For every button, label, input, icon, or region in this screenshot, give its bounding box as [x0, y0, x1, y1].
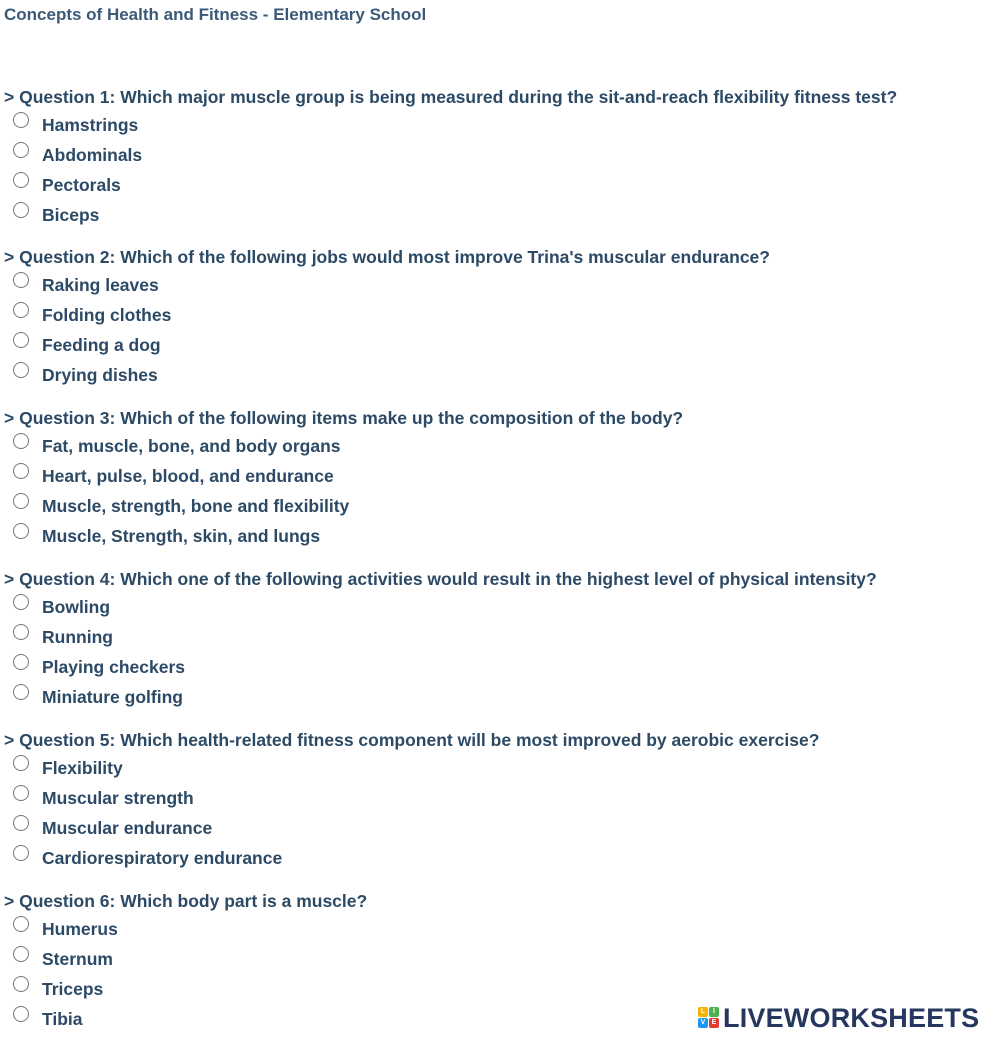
- option-drying-dishes[interactable]: [4, 359, 994, 389]
- question-text: > Question 5: Which health-related fitness component will be most improved by aerobic exercise?: [4, 730, 820, 750]
- option-running[interactable]: [4, 621, 994, 651]
- question-4: [4, 567, 994, 711]
- radio-button[interactable]: [13, 845, 29, 861]
- option-label: Abdominals: [42, 145, 143, 165]
- radio-button[interactable]: [13, 523, 29, 539]
- option-muscle-strength-bone-flexibility[interactable]: [4, 490, 994, 520]
- radio-button[interactable]: [13, 946, 29, 962]
- radio-button[interactable]: [13, 654, 29, 670]
- question-5: [4, 728, 994, 872]
- radio-button[interactable]: [13, 463, 29, 479]
- option-label: Bowling: [42, 597, 111, 617]
- question-2: [4, 245, 994, 389]
- option-muscular-endurance[interactable]: [4, 812, 994, 842]
- option-label: Heart, pulse, blood, and endurance: [42, 466, 334, 486]
- page-title: Concepts of Health and Fitness - Elementary School: [4, 5, 427, 24]
- option-label: Feeding a dog: [42, 335, 161, 355]
- radio-button[interactable]: [13, 755, 29, 771]
- liveworksheets-logo-icon: [698, 1007, 720, 1029]
- option-label: Muscular strength: [42, 788, 194, 808]
- question-text: > Question 3: Which of the following items make up the composition of the body?: [4, 408, 684, 428]
- option-label: Raking leaves: [42, 275, 159, 295]
- option-folding-clothes[interactable]: [4, 299, 994, 329]
- question-text: > Question 4: Which one of the following activities would result in the highest level of physical intensity?: [4, 569, 877, 589]
- option-triceps[interactable]: [4, 973, 994, 1003]
- option-heart-pulse-blood-endurance[interactable]: [4, 460, 994, 490]
- radio-button[interactable]: [13, 332, 29, 348]
- radio-button[interactable]: [13, 684, 29, 700]
- option-feeding-a-dog[interactable]: [4, 329, 994, 359]
- radio-button[interactable]: [13, 815, 29, 831]
- radio-button[interactable]: [13, 785, 29, 801]
- option-label: Muscle, Strength, skin, and lungs: [42, 526, 321, 546]
- option-label: Sternum: [42, 949, 113, 969]
- option-label: Muscle, strength, bone and flexibility: [42, 496, 350, 516]
- option-miniature-golfing[interactable]: [4, 681, 994, 711]
- question-text: > Question 1: Which major muscle group is being measured during the sit-and-reach flexibility fitness test?: [4, 87, 898, 107]
- option-hamstrings[interactable]: [4, 109, 994, 139]
- radio-button[interactable]: [13, 624, 29, 640]
- radio-button[interactable]: [13, 976, 29, 992]
- option-label: Pectorals: [42, 175, 121, 195]
- logo-tile-v: V: [698, 1018, 708, 1028]
- option-playing-checkers[interactable]: [4, 651, 994, 681]
- option-cardiorespiratory-endurance[interactable]: [4, 842, 994, 872]
- option-label: Running: [42, 627, 113, 647]
- option-abdominals[interactable]: [4, 139, 994, 169]
- radio-button[interactable]: [13, 433, 29, 449]
- option-muscular-strength[interactable]: [4, 782, 994, 812]
- option-label: Triceps: [42, 979, 104, 999]
- question-3: [4, 406, 994, 550]
- question-1: [4, 85, 994, 229]
- option-pectorals[interactable]: [4, 169, 994, 199]
- option-label: Humerus: [42, 919, 118, 939]
- option-bowling[interactable]: [4, 591, 994, 621]
- option-label: Hamstrings: [42, 115, 139, 135]
- liveworksheets-brand: [698, 1003, 979, 1033]
- option-label: Folding clothes: [42, 305, 172, 325]
- option-label: Tibia: [42, 1009, 83, 1029]
- radio-button[interactable]: [13, 272, 29, 288]
- option-label: Miniature golfing: [42, 687, 183, 707]
- option-muscle-strength-skin-lungs[interactable]: [4, 520, 994, 550]
- option-raking-leaves[interactable]: [4, 269, 994, 299]
- option-label: Flexibility: [42, 758, 123, 778]
- option-sternum[interactable]: [4, 943, 994, 973]
- logo-tile-e: E: [709, 1018, 719, 1028]
- option-label: Fat, muscle, bone, and body organs: [42, 436, 341, 456]
- radio-button[interactable]: [13, 302, 29, 318]
- radio-button[interactable]: [13, 142, 29, 158]
- radio-button[interactable]: [13, 112, 29, 128]
- logo-tile-l: L: [698, 1007, 708, 1017]
- radio-button[interactable]: [13, 362, 29, 378]
- radio-button[interactable]: [13, 493, 29, 509]
- radio-button[interactable]: [13, 594, 29, 610]
- option-label: Muscular endurance: [42, 818, 213, 838]
- option-flexibility[interactable]: [4, 752, 994, 782]
- radio-button[interactable]: [13, 172, 29, 188]
- question-text: > Question 2: Which of the following jobs would most improve Trina's muscular endurance?: [4, 247, 770, 267]
- option-label: Biceps: [42, 205, 100, 225]
- option-label: Drying dishes: [42, 365, 158, 385]
- question-text: > Question 6: Which body part is a muscle?: [4, 891, 368, 911]
- option-humerus[interactable]: [4, 913, 994, 943]
- radio-button[interactable]: [13, 916, 29, 932]
- option-label: Playing checkers: [42, 657, 185, 677]
- option-fat-muscle-bone-organs[interactable]: [4, 430, 994, 460]
- logo-tile-i: I: [709, 1007, 719, 1017]
- radio-button[interactable]: [13, 1006, 29, 1022]
- radio-button[interactable]: [13, 202, 29, 218]
- option-biceps[interactable]: [4, 199, 994, 229]
- brand-name: LIVEWORKSHEETS: [723, 1002, 980, 1033]
- option-label: Cardiorespiratory endurance: [42, 848, 283, 868]
